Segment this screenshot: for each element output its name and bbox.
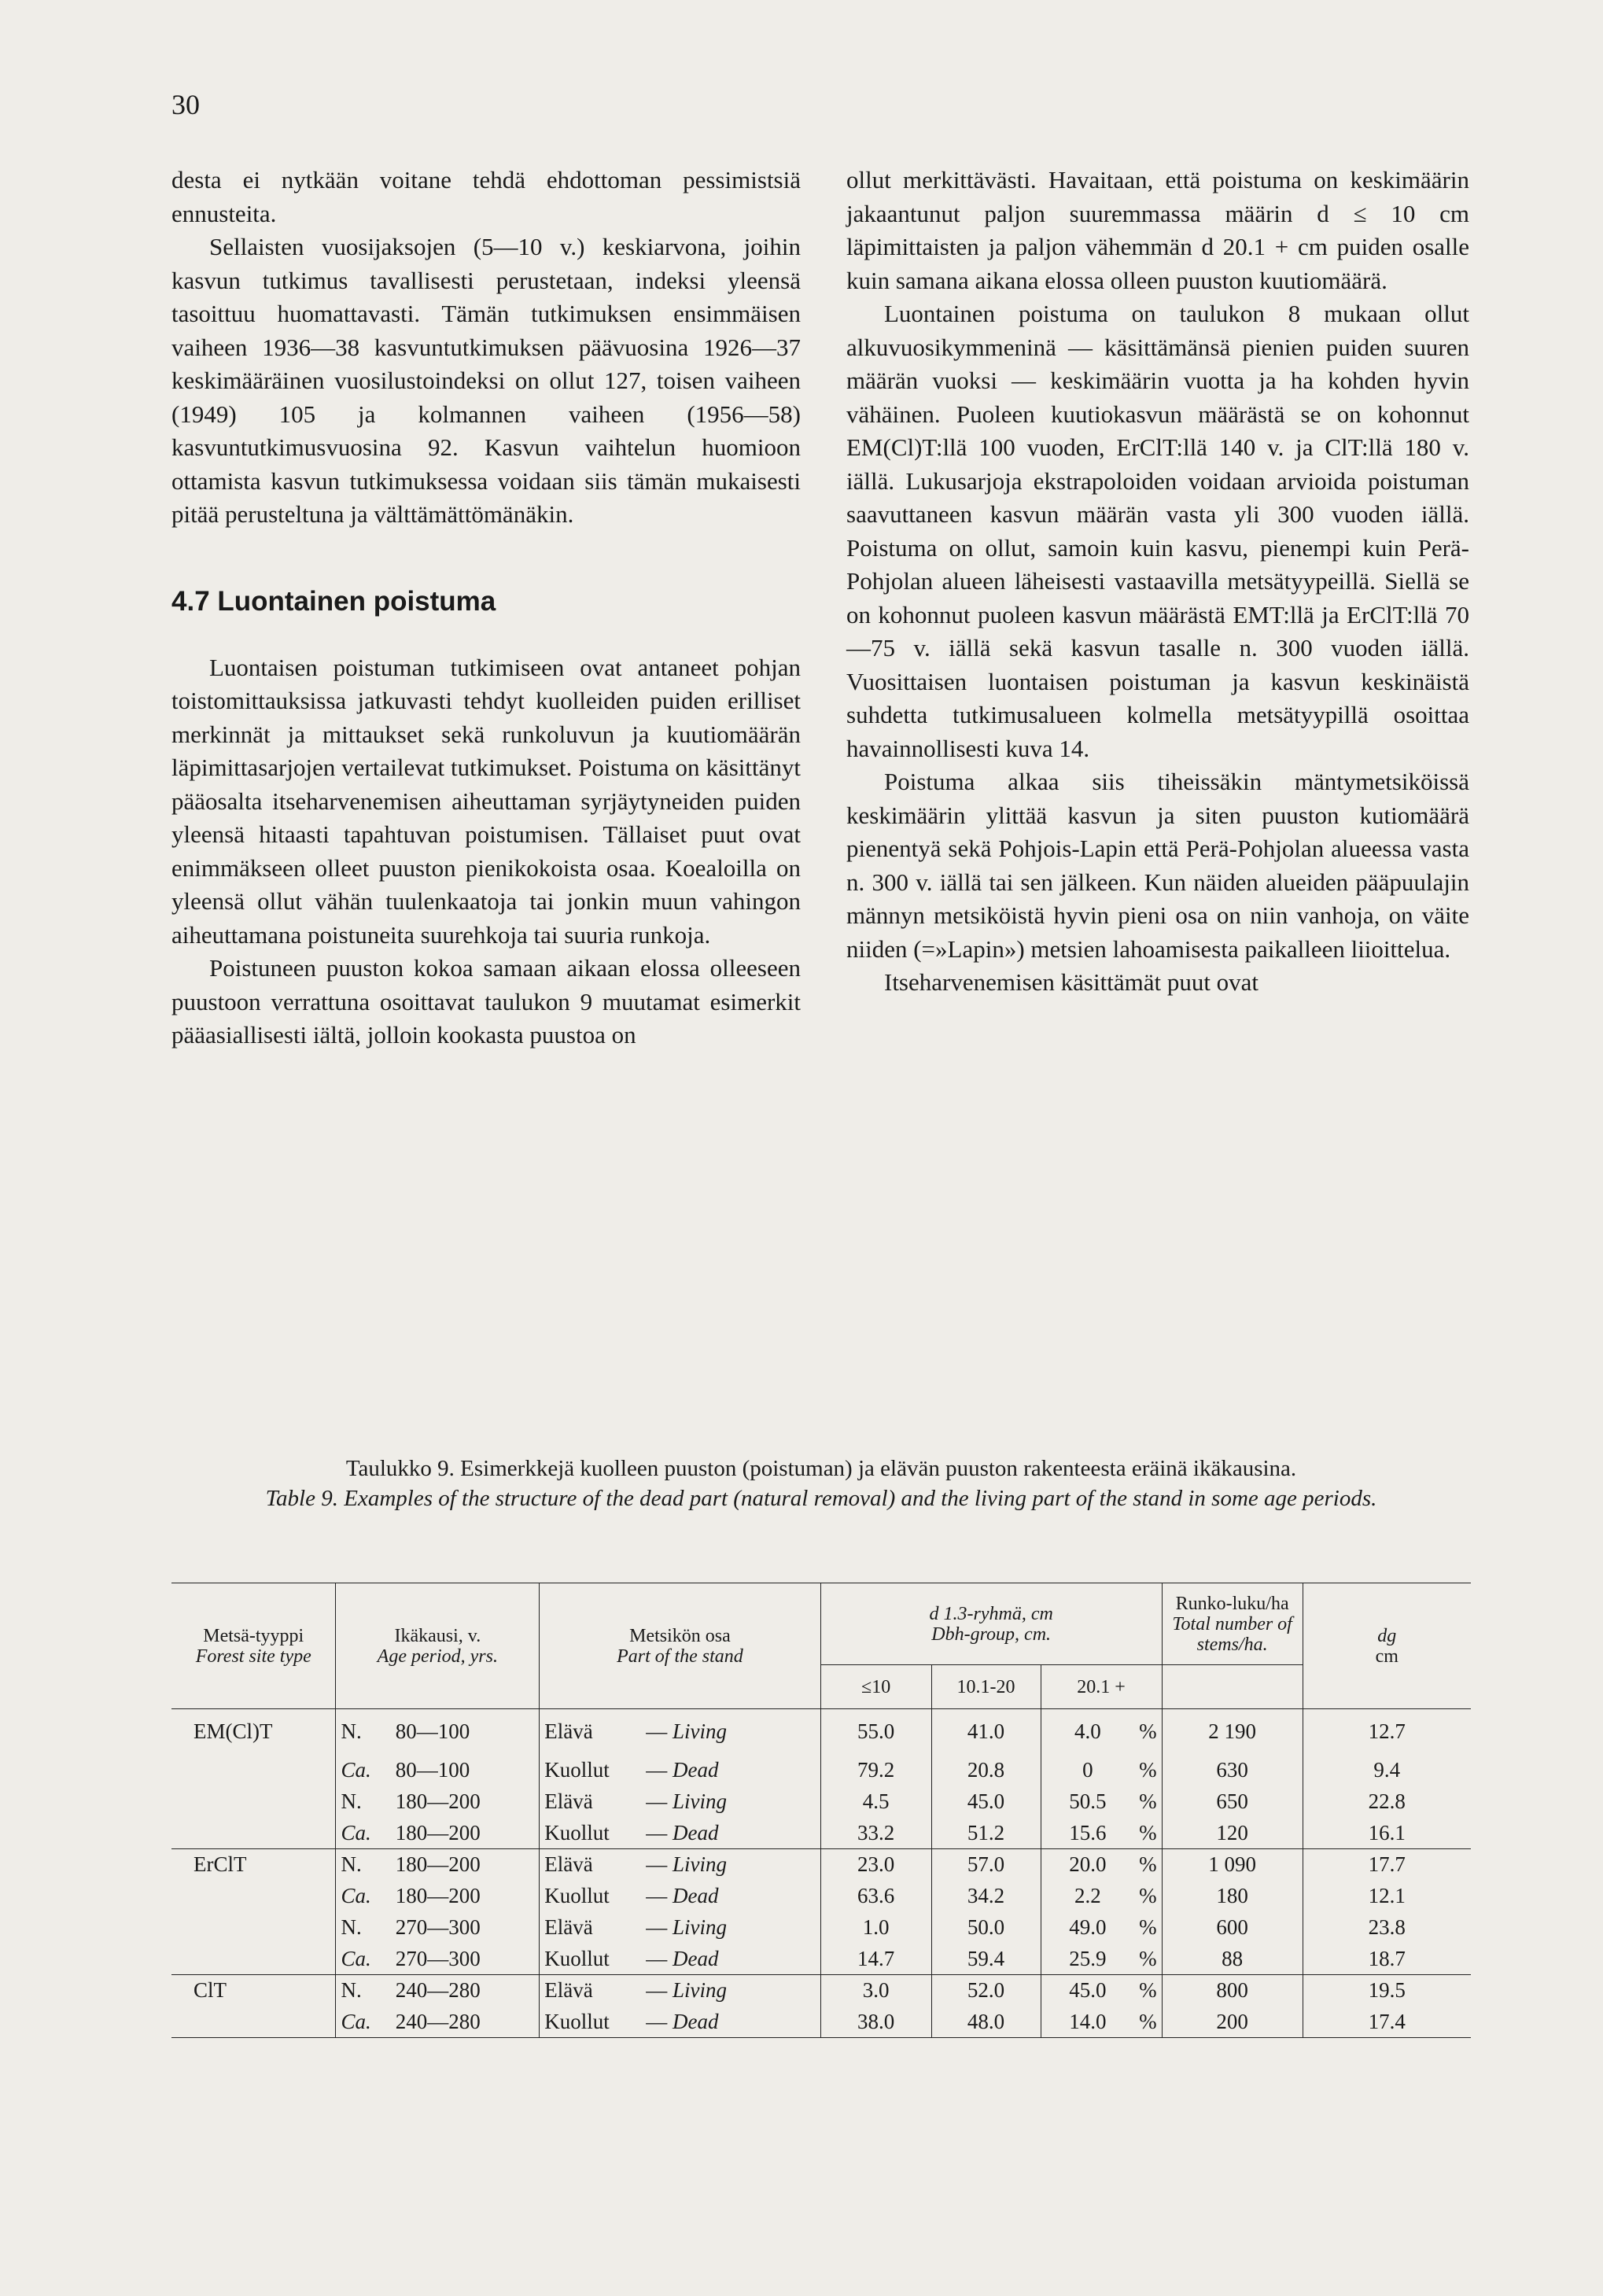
cell-state_en	[641, 1944, 820, 1975]
state-english: Living	[672, 1915, 727, 1939]
cell-c2: 45.0	[931, 1786, 1041, 1818]
cell-state_en	[641, 1709, 820, 1755]
header-forest-type-en: Forest site type	[195, 1646, 311, 1667]
dash: —	[646, 1758, 668, 1782]
percent-sign: %	[1139, 1978, 1157, 2003]
cell-type	[171, 1881, 336, 1912]
cell-stems: 88	[1162, 1944, 1303, 1975]
table-row	[171, 1881, 1471, 1912]
cell-prefix: N.	[336, 1709, 391, 1755]
table-caption-english: Table 9. Examples of the structure of the dead part (natural removal) and the living part of the stand in some age periods.	[265, 1486, 1377, 1511]
cell-state: Kuollut	[540, 1881, 642, 1912]
header-stems-fi: Runko-luku/ha	[1175, 1593, 1289, 1614]
percent-sign: %	[1139, 1719, 1157, 1744]
table-caption-finnish: Taulukko 9. Esimerkkejä kuolleen puuston (poistuman) ja elävän puuston rakenteesta eräinä ikäkausina.	[345, 1456, 1297, 1481]
cell-age: 80—100	[395, 1758, 470, 1782]
table-row	[171, 1912, 1471, 1944]
cell-state_en	[641, 1881, 820, 1912]
header-dbh-group	[820, 1583, 1162, 1665]
cell-c1: 38.0	[820, 2007, 931, 2038]
cell-state_en	[641, 1786, 820, 1818]
cell-c1: 4.5	[820, 1786, 931, 1818]
cell-c3: 20.0	[1041, 1849, 1134, 1881]
cell-stems: 200	[1162, 2007, 1303, 2038]
cell-dg: 12.7	[1303, 1709, 1471, 1755]
header-group-le10: ≤10	[820, 1665, 931, 1709]
cell-state: Elävä	[540, 1709, 642, 1755]
cell-age: 180—200	[395, 1852, 481, 1877]
header-stems	[1162, 1583, 1303, 1665]
header-dbh-group-en: Dbh-group, cm.	[931, 1623, 1052, 1645]
cell-state_en	[641, 2007, 820, 2038]
header-age-period	[336, 1583, 540, 1709]
percent-sign: %	[1139, 1915, 1157, 1939]
cell-state_en	[641, 1849, 820, 1881]
state-english: Dead	[672, 1884, 719, 1907]
cell-state: Kuollut	[540, 1818, 642, 1849]
table-row	[171, 1709, 1471, 1755]
header-age-period-fi: Ikäkausi, v.	[394, 1625, 481, 1646]
cell-c1: 1.0	[820, 1912, 931, 1944]
state-english: Living	[672, 1978, 727, 2003]
cell-age: 180—200	[395, 1789, 481, 1813]
table-row	[171, 1944, 1471, 1975]
cell-dg: 23.8	[1303, 1912, 1471, 1944]
dash: —	[646, 1820, 668, 1845]
cell-state: Elävä	[540, 1786, 642, 1818]
cell-stems: 600	[1162, 1912, 1303, 1944]
header-dg-unit: cm	[1375, 1646, 1398, 1667]
cell-c3: 14.0	[1041, 2007, 1134, 2038]
cell-age: 270—300	[395, 1946, 481, 1970]
header-age-period-en: Age period, yrs.	[377, 1646, 498, 1667]
cell-dg: 17.4	[1303, 2007, 1471, 2038]
state-english: Dead	[672, 1758, 719, 1782]
cell-c1: 14.7	[820, 1944, 931, 1975]
table-row	[171, 1975, 1471, 2007]
cell-c2: 52.0	[931, 1975, 1041, 2007]
state-english: Dead	[672, 1946, 719, 1970]
header-dbh-group-fi: d 1.3-ryhmä, cm	[929, 1603, 1053, 1624]
table-row	[171, 1786, 1471, 1818]
state-english: Dead	[672, 1820, 719, 1845]
cell-c2: 41.0	[931, 1709, 1041, 1755]
cell-c1: 63.6	[820, 1881, 931, 1912]
cell-c1: 55.0	[820, 1709, 931, 1755]
table-caption	[171, 1454, 1471, 1513]
cell-state: Kuollut	[540, 1944, 642, 1975]
cell-prefix: Ca.	[336, 1944, 391, 1975]
cell-c3: 50.5	[1041, 1786, 1134, 1818]
right-paragraph-1: ollut merkittävästi. Havaitaan, että poistuma on keskimäärin jakaantunut paljon suuremmassa määrin d ≤ 10 cm läpimittaisten ja paljon vähemmän d 20.1 + cm puiden osalle kuin samana aikana elossa olleen puuston kuutiomäärä.	[846, 166, 1469, 294]
cell-age: 240—280	[395, 2009, 481, 2033]
data-table	[171, 1583, 1471, 2038]
cell-age: 180—200	[395, 1820, 481, 1845]
percent-sign: %	[1139, 1820, 1157, 1845]
state-english: Living	[672, 1789, 727, 1813]
header-stand-part-en: Part of the stand	[617, 1646, 743, 1667]
cell-c2: 34.2	[931, 1881, 1041, 1912]
left-paragraph-2: Sellaisten vuosijaksojen (5—10 v.) keskiarvona, joihin kasvun tutkimus tavallisesti perustetaan, indeksi yleensä tasoittuu huomattavasti. Tämän tutkimuksen ensimmäisen vaiheen 1936—38 kasvuntutkimuksen päävuosina 1926—37 keskimääräinen vuosilustoindeksi on ollut 127, toisen vaiheen (1949) 105 ja kolmannen vaiheen (1956—58) kasvuntutkimusvuosina 92. Kasvun vaihtelun huomioon ottamista kasvun tutkimuksessa voidaan siis tämän mukaisesti pitää perusteltuna ja välttämättömänäkin.	[171, 233, 801, 528]
dash: —	[646, 1915, 668, 1939]
percent-sign: %	[1139, 1758, 1157, 1782]
left-column	[171, 164, 801, 1052]
page-number: 30	[171, 89, 200, 120]
cell-stems: 120	[1162, 1818, 1303, 1849]
dash: —	[646, 1789, 668, 1813]
cell-prefix: Ca.	[336, 2007, 391, 2038]
left-paragraph-4: Poistuneen puuston kokoa samaan aikaan elossa olleeseen puustoon verrattuna osoittavat taulukon 9 muutamat esimerkit pääasiallisesti iältä, jolloin kookasta puustoa on	[171, 954, 801, 1048]
cell-state: Elävä	[540, 1849, 642, 1881]
cell-age: 180—200	[395, 1884, 481, 1907]
cell-c2: 50.0	[931, 1912, 1041, 1944]
cell-dg: 17.7	[1303, 1849, 1471, 1881]
dash: —	[646, 1719, 668, 1744]
cell-prefix: Ca.	[336, 1881, 391, 1912]
cell-state_en	[641, 1975, 820, 2007]
cell-type	[171, 1912, 336, 1944]
header-group-10-20: 10.1-20	[931, 1665, 1041, 1709]
table-body	[171, 1709, 1471, 2038]
cell-dg: 19.5	[1303, 1975, 1471, 2007]
table-row	[171, 1818, 1471, 1849]
cell-stems: 1 090	[1162, 1849, 1303, 1881]
cell-dg: 9.4	[1303, 1755, 1471, 1786]
cell-c2: 48.0	[931, 2007, 1041, 2038]
header-group-20plus: 20.1 +	[1041, 1665, 1162, 1709]
percent-sign: %	[1139, 1789, 1157, 1813]
cell-prefix: N.	[336, 1912, 391, 1944]
cell-dg: 16.1	[1303, 1818, 1471, 1849]
cell-state: Elävä	[540, 1975, 642, 2007]
percent-sign: %	[1139, 1946, 1157, 1970]
cell-type	[171, 1755, 336, 1786]
cell-c1: 33.2	[820, 1818, 931, 1849]
cell-c1: 3.0	[820, 1975, 931, 2007]
header-dg-symbol: dg	[1377, 1625, 1397, 1646]
cell-c2: 51.2	[931, 1818, 1041, 1849]
cell-state: Kuollut	[540, 1755, 642, 1786]
right-paragraph-2: Luontainen poistuma on taulukon 8 mukaan ollut alkuvuosikymmeninä — käsittämänsä pienien puiden suuren määrän vuoksi — keskimäärin vuotta ja ha kohden hyvin vähäinen. Puoleen kuutiokasvun määrästä se on kohonnut EM(Cl)T:llä 100 vuoden, ErClT:llä 140 v. ja ClT:llä 180 v. iällä. Lukusarjoja ekstrapoloiden voidaan arvioida poistuman saavuttaneen kasvun määrän vasta yli 300 vuoden iällä. Poistuma on ollut, samoin kuin kasvu, pienempi kuin Perä-Pohjolan alueen läheisesti vastaavilla metsätyypeillä. Siellä se on kohonnut puoleen kasvun määrästä EMT:llä ja ErClT:llä 70—75 v. iällä sekä kasvun tasalle n. 300 vuoden iällä. Vuosittaisen luontaisen poistuman ja kasvun keskinäistä suhdetta tutkimusalueen kolmella metsätyypillä osoittaa havainnollisesti kuva 14.	[846, 300, 1469, 762]
cell-state: Kuollut	[540, 2007, 642, 2038]
header-stand-part	[540, 1583, 820, 1709]
cell-prefix: Ca.	[336, 1818, 391, 1849]
cell-stems: 180	[1162, 1881, 1303, 1912]
cell-type	[171, 2007, 336, 2038]
table-row	[171, 1755, 1471, 1786]
cell-type: ClT	[193, 1978, 227, 2003]
cell-state_en	[641, 1755, 820, 1786]
header-stems-blank	[1162, 1665, 1303, 1709]
cell-state: Elävä	[540, 1912, 642, 1944]
cell-prefix: N.	[336, 1975, 391, 2007]
cell-c3: 15.6	[1041, 1818, 1134, 1849]
cell-c2: 57.0	[931, 1849, 1041, 1881]
dash: —	[646, 1852, 668, 1877]
cell-age: 80—100	[395, 1719, 470, 1744]
cell-c3: 25.9	[1041, 1944, 1134, 1975]
cell-dg: 12.1	[1303, 1881, 1471, 1912]
cell-c3: 45.0	[1041, 1975, 1134, 2007]
cell-stems: 650	[1162, 1786, 1303, 1818]
right-column	[846, 164, 1469, 1000]
cell-state_en	[641, 1912, 820, 1944]
state-english: Dead	[672, 2009, 719, 2033]
header-forest-type	[171, 1583, 336, 1709]
cell-dg: 18.7	[1303, 1944, 1471, 1975]
cell-prefix: N.	[336, 1786, 391, 1818]
cell-c3: 0	[1041, 1755, 1134, 1786]
percent-sign: %	[1139, 1884, 1157, 1907]
cell-age: 270—300	[395, 1915, 481, 1939]
cell-dg: 22.8	[1303, 1786, 1471, 1818]
cell-c3: 49.0	[1041, 1912, 1134, 1944]
cell-state_en	[641, 1818, 820, 1849]
header-stems-en: Total number of stems/ha.	[1172, 1613, 1292, 1655]
cell-c1: 79.2	[820, 1755, 931, 1786]
dash: —	[646, 2009, 668, 2033]
section-heading: 4.7 Luontainen poistuma	[171, 585, 496, 617]
cell-c3: 2.2	[1041, 1881, 1134, 1912]
cell-c2: 59.4	[931, 1944, 1041, 1975]
header-forest-type-fi: Metsä-tyyppi	[203, 1625, 304, 1646]
cell-stems: 800	[1162, 1975, 1303, 2007]
cell-prefix: N.	[336, 1849, 391, 1881]
dash: —	[646, 1946, 668, 1970]
header-dg	[1303, 1583, 1471, 1709]
table-row	[171, 2007, 1471, 2038]
right-paragraph-3: Poistuma alkaa siis tiheissäkin mäntymetsiköissä keskimäärin ylittää kasvun ja siten puuston kutiomäärä pienentyä sekä Pohjois-Lapin että Perä-Pohjolan alueessa vasta n. 300 v. iällä tai sen jälkeen. Kun näiden alueiden pääpuulajin männyn metsiköistä hyvin pieni osa on niin vanhoja, on väite niiden (=»Lapin») metsien lahoamisesta paikalleen liioittelua.	[846, 768, 1469, 963]
left-paragraph-3: Luontaisen poistuman tutkimiseen ovat antaneet pohjan toistomittauksissa jatkuvasti tehdyt kuolleiden puiden erilliset merkinnät ja mittaukset sekä runkoluvun ja kuutiomäärän läpimittasarjojen vertailevat tutkimukset. Poistuma on käsittänyt pääosalta itseharvenemisen aiheuttaman syrjäytyneiden puiden yleensä hitaasti tapahtuvan poistumisen. Tällaiset puut ovat enimmäkseen olleet puuston pienikokoista osaa. Koealoilla on yleensä ollut vähän tuulenkaatoja tai jonkin muun vahingon aiheuttamana poistuneita suurehkoja tai suuria runkoja.	[171, 653, 801, 949]
percent-sign: %	[1139, 2009, 1157, 2033]
dash: —	[646, 1884, 668, 1907]
cell-type: EM(Cl)T	[193, 1719, 273, 1744]
right-paragraph-4: Itseharvenemisen käsittämät puut ovat	[884, 968, 1259, 996]
table-row	[171, 1849, 1471, 1881]
cell-type	[171, 1818, 336, 1849]
left-paragraph-1: desta ei nytkään voitane tehdä ehdottoman pessimistsiä ennusteita.	[171, 166, 801, 227]
dash: —	[646, 1978, 668, 2003]
cell-stems: 2 190	[1162, 1709, 1303, 1755]
state-english: Living	[672, 1852, 727, 1877]
cell-type	[171, 1944, 336, 1975]
header-stand-part-fi: Metsikön osa	[629, 1625, 731, 1646]
cell-age: 240—280	[395, 1978, 481, 2003]
cell-prefix: Ca.	[336, 1755, 391, 1786]
cell-c2: 20.8	[931, 1755, 1041, 1786]
cell-type	[171, 1786, 336, 1818]
percent-sign: %	[1139, 1852, 1157, 1877]
cell-stems: 630	[1162, 1755, 1303, 1786]
cell-c3: 4.0	[1041, 1709, 1134, 1755]
cell-c1: 23.0	[820, 1849, 931, 1881]
state-english: Living	[672, 1719, 727, 1744]
cell-type: ErClT	[193, 1852, 247, 1877]
